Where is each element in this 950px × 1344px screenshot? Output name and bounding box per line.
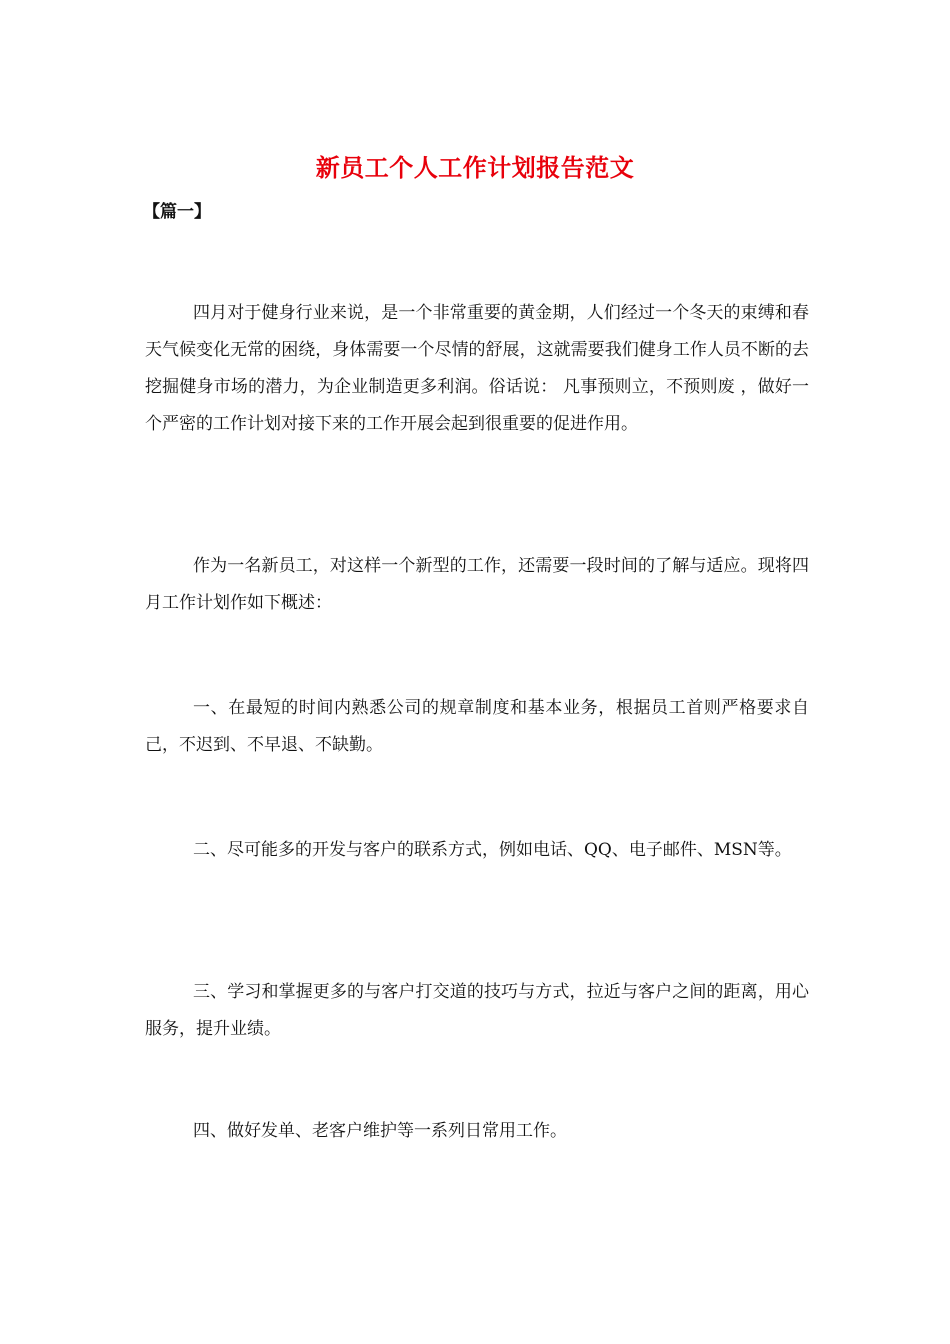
document-title: 新员工个人工作计划报告范文	[315, 153, 635, 182]
paragraph-item-1: 一、在最短的时间内熟悉公司的规章制度和基本业务，根据员工首则严格要求自己，不迟到、不早退、不缺勤。	[145, 698, 809, 755]
paragraph-intro: 四月对于健身行业来说，是一个非常重要的黄金期，人们经过一个冬天的束缚和春天气候变化无常的困绕，身体需要一个尽情的舒展，这就需要我们健身工作人员不断的去挖掘健身市场的潜力，为企业制造更多利润。俗话说： 凡事预则立，不预则废 ，做好一个严密的工作计划对接下来的工作开展会起到很重要的促进作用。	[145, 303, 809, 434]
paragraph-item-3: 三、学习和掌握更多的与客户打交道的技巧与方式，拉近与客户之间的距离，用心服务，提升业绩。	[145, 982, 809, 1039]
paragraph-item-2: 二、尽可能多的开发与客户的联系方式，例如电话、QQ、电子邮件、MSN等。	[193, 840, 792, 860]
paragraph-overview: 作为一名新员工，对这样一个新型的工作，还需要一段时间的了解与适应。现将四月工作计划作如下概述：	[145, 556, 809, 613]
paragraph-item-4: 四、做好发单、老客户维护等一系列日常用工作。	[193, 1121, 567, 1141]
section-label: 【篇一】	[143, 202, 211, 222]
